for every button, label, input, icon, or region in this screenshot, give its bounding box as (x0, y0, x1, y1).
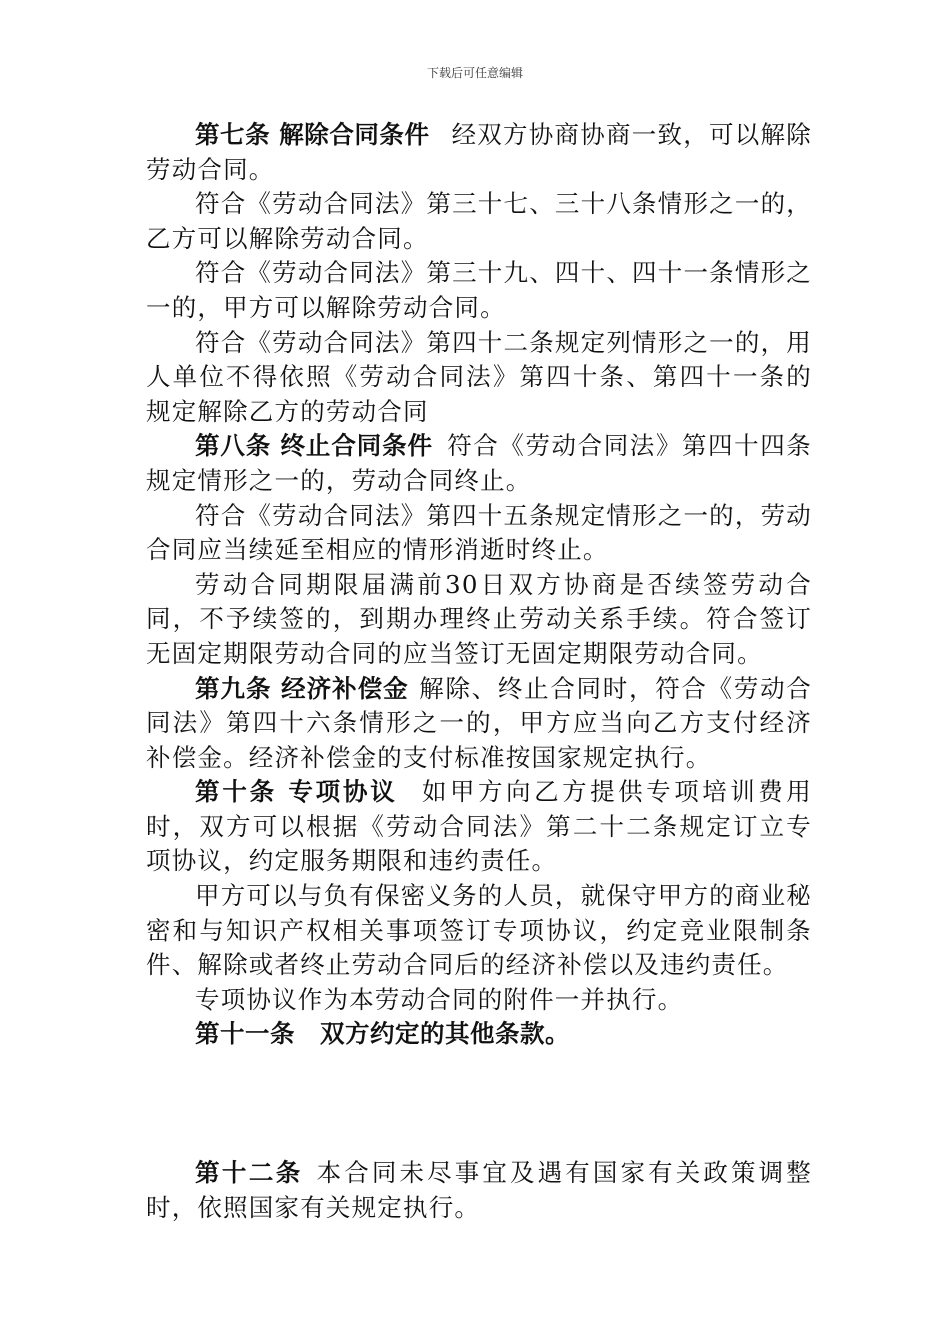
page-header: 下载后可任意编辑 (426, 66, 523, 80)
article-8-clause-1: 符合《劳动合同法》第四十五条规定情形之一的，劳动合同应当续延至相应的情形消逝时终止。 (146, 500, 812, 565)
article-8-text: 符合《劳动合同法》第四十四条规定情形之一的，劳动合同终止。 (146, 431, 812, 495)
article-9-heading: 第九条 经济补偿金 (195, 673, 409, 703)
article-8 (146, 429, 812, 498)
article-12-text: 本合同未尽事宜及遇有国家有关政策调整时，依照国家有关规定执行。 (146, 1158, 813, 1222)
article-7-heading: 第七条 解除合同条件 (195, 120, 430, 149)
article-12 (146, 1156, 812, 1225)
article-8-clause-2: 劳动合同期限届满前30日双方协商是否续签劳动合同，不予续签的，到期办理终止劳动关系手续。符合签订无固定期限劳动合同的应当签订无固定期限劳动合同。 (146, 569, 812, 668)
article-9-text: 解除、终止合同时，符合《劳动合同法》第四十六条情形之一的，甲方应当向乙方支付经济补偿金。经济补偿金的支付标准按国家规定执行。 (146, 673, 813, 772)
article-10-clause-2: 专项协议作为本劳动合同的附件一并执行。 (195, 984, 684, 1014)
article-8-heading: 第八条 终止合同条件 (195, 431, 433, 461)
article-12-heading: 第十二条 (195, 1158, 303, 1188)
document-body (146, 118, 812, 1225)
article-10 (146, 775, 812, 879)
blank-space (146, 1052, 812, 1156)
article-10-clause-1: 甲方可以与负有保密义务的人员，就保守甲方的商业秘密和与知识产权相关事项签订专项协议，约定竞业限制条件、解除或者终止劳动合同后的经济补偿以及违约责任。 (146, 881, 812, 980)
article-7-clause-2: 符合《劳动合同法》第三十九、四十、四十一条情形之一的，甲方可以解除劳动合同。 (146, 258, 812, 322)
article-7-text: 经双方协商协商一致，可以解除劳动合同。 (146, 120, 812, 184)
article-11 (146, 1017, 812, 1052)
article-7-clause-1: 符合《劳动合同法》第三十七、三十八条情形之一的，乙方可以解除劳动合同。 (146, 189, 812, 253)
article-7-clause-3: 符合《劳动合同法》第四十二条规定列情形之一的，用人单位不得依照《劳动合同法》第四十条、第四十一条的规定解除乙方的劳动合同 (146, 327, 812, 426)
article-10-heading: 第十条 专项协议 (195, 777, 398, 807)
article-11-heading: 第十一条 双方约定的其他条款。 (195, 1019, 570, 1049)
article-7 (146, 118, 812, 187)
article-9 (146, 672, 812, 776)
article-10-text: 如甲方向乙方提供专项培训费用时，双方可以根据《劳动合同法》第二十二条规定订立专项协议，约定服务期限和违约责任。 (146, 777, 812, 876)
